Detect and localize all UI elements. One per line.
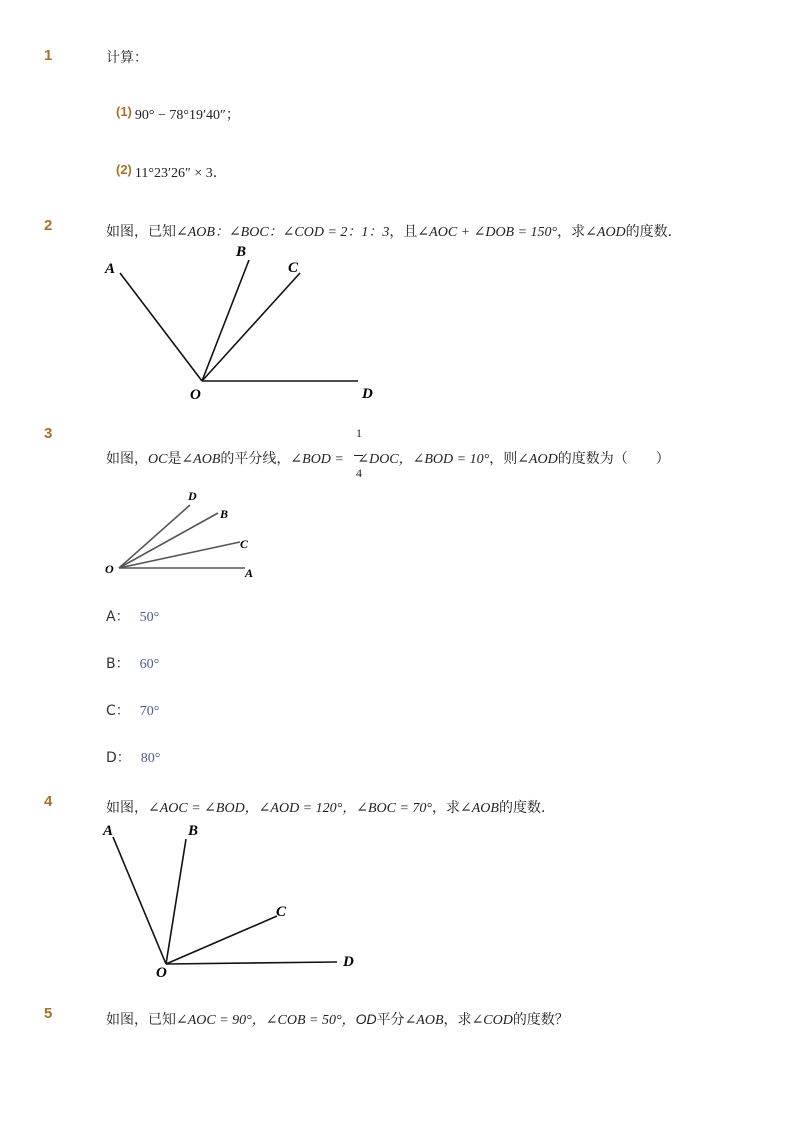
question-number: 3 <box>44 425 53 442</box>
point-label-c: C <box>288 260 299 276</box>
angle-figure-q4 <box>100 815 370 980</box>
point-label-d: D <box>188 489 197 503</box>
math-expression: ∠AOB <box>404 1013 444 1028</box>
answer-option[interactable] <box>106 606 159 626</box>
math-expression: ∠COD <box>471 1013 513 1028</box>
angle-figure-q3 <box>100 485 270 585</box>
point-label-a: A <box>245 566 254 580</box>
text-fragment: 的度数为（ ） <box>557 451 670 467</box>
option-value: 50° <box>139 610 160 625</box>
text-fragment: 是 <box>167 451 182 467</box>
math-expression: ∠AOC + ∠DOB = 150° <box>417 225 558 240</box>
math-expression: ∠DOC，∠BOD = 10° <box>357 452 490 467</box>
point-label-d: D <box>362 386 373 402</box>
option-value: 60° <box>139 657 160 672</box>
math-expression: OC <box>148 452 168 467</box>
math-expression: ∠BOD = <box>290 452 348 467</box>
text-fragment: 的度数． <box>625 224 682 240</box>
point-label-o: O <box>190 387 201 403</box>
text-fragment: ，求 <box>443 1012 472 1028</box>
math-expression: ∠AOB <box>181 452 221 467</box>
option-label: D： <box>106 750 131 766</box>
sub-question-label: (1) <box>116 104 132 119</box>
point-label-d: D <box>343 954 354 970</box>
sub-question-label: (2) <box>116 162 132 177</box>
option-label: B： <box>106 656 130 672</box>
text-fragment: 如图，已知 <box>106 1012 176 1028</box>
answer-option[interactable] <box>106 747 160 767</box>
option-label: C： <box>106 703 130 719</box>
option-value: 80° <box>140 751 161 766</box>
point-label-c: C <box>276 904 287 920</box>
point-label-o: O <box>156 965 167 980</box>
point-label-c: C <box>240 537 249 551</box>
point-label-o: O <box>105 562 114 576</box>
sub-question <box>116 104 240 124</box>
point-label-a: A <box>103 823 114 839</box>
sub-question <box>116 162 227 182</box>
math-expression: ∠AOD <box>585 225 626 240</box>
fraction-numerator: 1 <box>356 426 362 440</box>
point-label-b: B <box>236 244 247 260</box>
text-fragment: ，且 <box>389 224 418 240</box>
math-expression: OD <box>355 1011 377 1027</box>
question-prompt: 计算： <box>106 50 148 66</box>
point-label-b: B <box>188 823 199 839</box>
math-expression: ∠AOC = 90°，∠COB = 50°， <box>176 1013 356 1028</box>
answer-option[interactable] <box>106 700 159 720</box>
text-fragment: 的平分线， <box>220 451 291 467</box>
option-value: 70° <box>139 704 160 719</box>
text-fragment: 的度数？ <box>512 1012 569 1028</box>
text-fragment: 的度数． <box>498 800 555 816</box>
question-number: 4 <box>44 793 53 810</box>
point-label-a: A <box>105 261 116 277</box>
text-fragment: 平分 <box>376 1012 405 1028</box>
text-fragment: 如图， <box>106 451 148 467</box>
text-fragment: ，求 <box>557 224 586 240</box>
question-number: 5 <box>44 1005 53 1022</box>
text-fragment: ，则 <box>489 451 518 467</box>
math-expression: ∠AOB：∠BOC：∠COD = 2：1：3 <box>176 225 390 240</box>
question-text <box>106 1009 569 1029</box>
point-label-b: B <box>220 507 229 521</box>
question-text <box>106 797 555 817</box>
question-text <box>106 221 682 241</box>
answer-option[interactable] <box>106 653 159 673</box>
fraction-denominator: 4 <box>356 466 362 480</box>
sub-question-expression: 90° − 78°19′40″； <box>134 108 240 123</box>
text-fragment: 如图，已知 <box>106 224 176 240</box>
text-fragment: ，求 <box>432 800 461 816</box>
question-number: 2 <box>44 217 53 234</box>
question-text <box>106 448 670 468</box>
math-expression: ∠AOD <box>517 452 558 467</box>
angle-figure-q2 <box>100 240 390 405</box>
text-fragment: 如图， <box>106 800 148 816</box>
math-expression: ∠AOB <box>460 801 499 816</box>
question-number: 1 <box>44 47 53 64</box>
math-expression: ∠AOC = ∠BOD，∠AOD = 120°，∠BOC = 70° <box>148 801 433 816</box>
sub-question-expression: 11°23′26″ × 3． <box>134 166 227 181</box>
option-label: A： <box>106 609 130 625</box>
